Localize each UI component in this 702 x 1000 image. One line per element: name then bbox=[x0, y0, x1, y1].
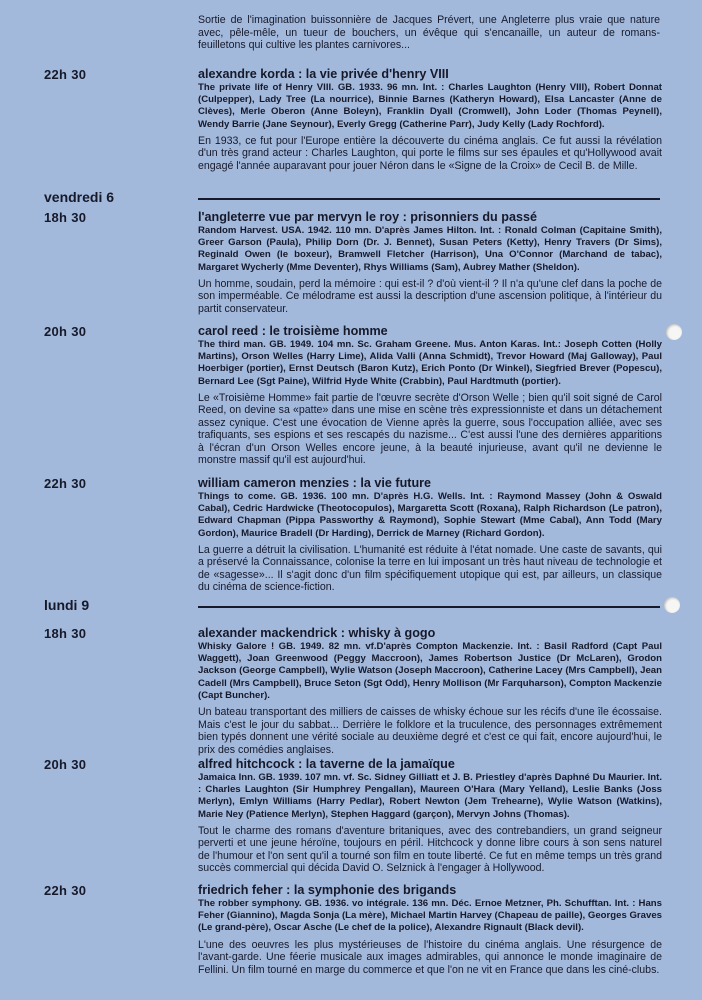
binder-hole bbox=[664, 597, 680, 613]
film-description: Le «Troisième Homme» fait partie de l'œuvre secrète d'Orson Welle ; bien qu'il soit signé de Carol Reed, on devine sa «patte» dans une mise en scène très expressionniste et dans un détachement assez cynique. C'est une évocation de Vienne après la guerre, sous l'occupation alliée, avec ses trafiquants, ses espions et ses rescapés du nazisme... C'est aussi l'une des dernières apparitions à l'écran d'un Orson Welles encore jeune, à la beauté injurieuse, avant qu'il ne devienne le monstre massif qu'il est aujourd'hui. bbox=[198, 391, 662, 467]
film-title: l'angleterre vue par mervyn le roy : prisonniers du passé bbox=[198, 210, 537, 224]
screening-time: 22h 30 bbox=[44, 883, 87, 898]
screening-time: 22h 30 bbox=[44, 476, 87, 491]
screening-content bbox=[198, 210, 662, 315]
day-header bbox=[0, 597, 702, 615]
film-title: alfred hitchcock : la taverne de la jamaïque bbox=[198, 757, 455, 771]
film-description: Tout le charme des romans d'aventure britaniques, avec des contrebandiers, un grand seigneur perverti et une jeune héroïne, toujours en péril. Hitchcock y donne libre cours à son sens naturel de l'humour et l'on sent qu'il a tourné son film en toute liberté. Ce fut en même temps un très grand succès commercial qui décida David O. Selznick à l'engager à Hollywood. bbox=[198, 824, 662, 875]
screening-content bbox=[198, 883, 662, 976]
film-credits: Things to come. GB. 1936. 100 mn. D'après H.G. Wells. Int. : Raymond Massey (John & Oswald Cabal), Cedric Hardwicke (Theotocopulos), Margaretta Scott (Roxana), Ralph Richardson (Le patron), Edward Chapman (Pippa Passworthy & Raymond), Sophie Stewart (Mme Cabal), Ann Todd (Mary Gordon), Maurice Bradell (Dr Harding), Derrick de Marney (Richard Gordon). bbox=[198, 491, 662, 539]
screening-content bbox=[198, 626, 662, 756]
intro-paragraph: Sortie de l'imagination buissonnière de Jacques Prévert, une Angleterre plus vraie que nature avec, pêle-mêle, un tueur de bouchers, un évêque qui s'encanaille, un auteur de romans-feuilletons qui cultive les plantes carnivores... bbox=[198, 14, 660, 52]
film-title: friedrich feher : la symphonie des brigands bbox=[198, 883, 457, 897]
screening-time: 20h 30 bbox=[44, 324, 87, 339]
film-credits: Whisky Galore ! GB. 1949. 82 mn. vf.D'après Compton Mackenzie. Int. : Basil Radford (Capt Paul Waggett), Joan Greenwood (Peggy Maccroon), James Robertson Justice (Dr McLaren), Grodon Jackson (George Campbell), Wylie Watson (Joseph Maccroon), Catherine Lacey (Mrs Campbell), Jean Cadell (Mrs Campbell), Bruce Seton (Sgt Odd), Henry Mollison (Mr Farquharson), Compton Mackenzie (Capt Buncher). bbox=[198, 641, 662, 701]
film-credits: Random Harvest. USA. 1942. 110 mn. D'après James Hilton. Int. : Ronald Colman (Capitaine Smith), Greer Garson (Paula), Philip Dorn (Dr. J. Bennet), Susan Peters (Ketty), Henry Travers (Dr Sims), Reginald Owen (le boxeur), Bramwell Fletcher (Harrison), Una O'Connor (Marchand de tabac), Margaret Wycherly (Mme Deventer), Rhys Williams (Sam), Aubrey Mather (Sheldon). bbox=[198, 225, 662, 273]
film-credits: The private life of Henry VIII. GB. 1933. 96 mn. Int. : Charles Laughton (Henry VIII), Robert Donnat (Culpepper), Lady Tree (La nourrice), Binnie Barnes (Katheryn Howard), Elsa Lancaster (Anne de Clèves), Merle Oberon (Anne Boleyn), Franklin Dyall (Cromwell), John Loder (Thomas Peynell), Wendy Barrie (Jane Seynour), Everly Gregg (Catherine Parr), Judy Kelly (Lady Rochford). bbox=[198, 82, 662, 130]
day-divider bbox=[198, 198, 660, 200]
day-header bbox=[0, 189, 702, 207]
screening-time: 22h 30 bbox=[44, 67, 87, 82]
screening-time: 18h 30 bbox=[44, 626, 87, 641]
screening-content bbox=[198, 476, 662, 594]
screening-content bbox=[198, 757, 662, 875]
day-label: vendredi 6 bbox=[44, 189, 115, 205]
film-credits: The robber symphony. GB. 1936. vo intégrale. 136 mn. Déc. Ernoe Metzner, Ph. Schufftan. Int. : Hans Feher (Giannino), Magda Sonja (La mère), Michael Martin Harvey (Chapeau de paille), Georges Graves (Le grand-père), Oscar Asche (Le chef de la police), Alexandre Rignault (Black devil). bbox=[198, 898, 662, 934]
film-title: william cameron menzies : la vie future bbox=[198, 476, 432, 490]
day-label: lundi 9 bbox=[44, 597, 90, 613]
screening-time: 20h 30 bbox=[44, 757, 87, 772]
film-credits: The third man. GB. 1949. 104 mn. Sc. Graham Greene. Mus. Anton Karas. Int.: Joseph Cotten (Holly Martins), Orson Welles (Harry Lime), Alida Valli (Anna Schmidt), Trevor Howard (Maj Galloway), Paul Hoerbiger (portier), Ernst Deutsch (Baron Kutz), Erich Ponto (Dr Winkel), Siegfried Brever (Popescu), Bernard Lee (Sgt Paine), Wilfrid Hyde White (Crabbin), Paul Hardtmuth (portier). bbox=[198, 339, 662, 387]
screening-content bbox=[198, 67, 662, 172]
film-description: En 1933, ce fut pour l'Europe entière la découverte du cinéma anglais. Ce fut aussi la révélation d'un très grand acteur : Charles Laughton, qui porte le films sur ses épaules et qu'Hollywood avait engagé l'année auparavant pour jouer Néron dans le «Signe de la Croix» de Cecil B. de Mille. bbox=[198, 134, 662, 172]
film-description: Un homme, soudain, perd la mémoire : qui est-il ? d'où vient-il ? Il n'a qu'une clef dans la poche de son imperméable. Ce mélodrame est aussi la description d'une ascension politique, à l'intérieur du partit conservateur. bbox=[198, 277, 662, 315]
screening-time: 18h 30 bbox=[44, 210, 87, 225]
film-title: alexander mackendrick : whisky à gogo bbox=[198, 626, 436, 640]
screening-content bbox=[198, 324, 662, 467]
film-title: alexandre korda : la vie privée d'henry VIII bbox=[198, 67, 449, 81]
binder-hole bbox=[666, 324, 682, 340]
film-credits: Jamaica Inn. GB. 1939. 107 mn. vf. Sc. Sidney Gilliatt et J. B. Priestley d'après Daphné Du Maurier. Int. : Charles Laughton (Sir Humphrey Pengallan), Maureen O'Hara (Mary Yelland), Leslie Banks (Joss Merlyn), Emlyn Williams (Harry Pedlar), Robert Newton (Jem Trehearne), Wylie Watson (Watkins), Marie Ney (Patience Merlyn), Stephen Haggard (garçon), Mervyn Johns (Thomas). bbox=[198, 772, 662, 820]
film-description: Un bateau transportant des milliers de caisses de whisky échoue sur les récifs d'une île écossaise. Mais c'est le jour du sabbat... Derrière le folklore et la truculence, des personnages extrêmement bien typés donnent une vérité sociale au deuxième degré et c'est ce qui fait, encore aujourd'hui, le prix des comédies anglaises. bbox=[198, 706, 662, 756]
film-title: carol reed : le troisième homme bbox=[198, 324, 388, 338]
day-divider bbox=[198, 606, 660, 608]
film-description: La guerre a détruit la civilisation. L'humanité est réduite à l'état nomade. Une caste de savants, qui a préservé la Connaissance, colonise la terre en lui imposant un très haut niveau de technologie et de «sagesse»... Il s'agit donc d'un film spécifiquement utopique qui est, par ailleurs, un classique du cinéma de science-fiction. bbox=[198, 543, 662, 594]
film-description: L'une des oeuvres les plus mystérieuses de l'histoire du cinéma anglais. Une résurgence de l'avant-garde. Une féerie musicale aux images admirables, qui annonce le monde imaginaire de Fellini. Un film tourné en marge du commerce et que l'on ne vit en France que dans les ciné-clubs. bbox=[198, 938, 662, 976]
